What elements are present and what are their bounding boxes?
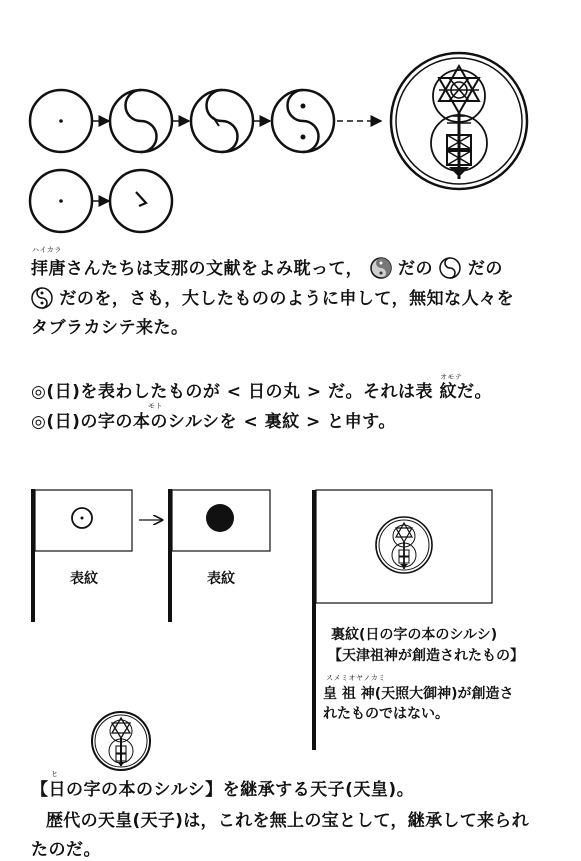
flag-omote-1 — [31, 489, 132, 622]
para3-line3: たのだ。 — [31, 840, 101, 860]
para2-line2: ◎(日)の字の本のシルシを < 裏紋 > と申す。 — [31, 412, 396, 432]
yinyang-filled-icon — [370, 257, 392, 279]
uramon-note-1: 皇 祖 神(天照大御神)が創造さ — [323, 686, 514, 702]
circle-yinyang-4 — [272, 90, 334, 152]
circle-hook-6 — [110, 170, 172, 232]
uramon-caption-2: 【天津祖神が創造されたもの】 — [328, 648, 524, 664]
uramon-note-2: れたものではない。 — [323, 706, 449, 722]
ruby-sumeoya: スメミオヤノカミ — [326, 674, 386, 682]
para1-line1-text-b: だの — [398, 259, 434, 279]
para3-line1: 【日の字の本のシルシ】を継承する天子(天皇)。 — [31, 780, 415, 800]
para1-line1-text-c: だの — [467, 259, 503, 279]
ruby-hi: ヒ — [51, 770, 59, 778]
circle-dot-1 — [30, 90, 92, 152]
para1-line1 — [31, 257, 503, 280]
circle-dot-5 — [30, 170, 92, 232]
para3-line2: 歴代の天皇(天子)は，これを無上の宝として，継承して来られ — [46, 811, 529, 831]
para1-line2-text: だのを，さも，大したもののように申して，無知な人々を — [59, 289, 515, 309]
top-diagram — [0, 0, 581, 250]
para2-line1: ◎(日)を表わしたものが < 日の丸 > だ。それは表 紋だ。 — [31, 382, 492, 402]
para1-line2 — [31, 287, 514, 310]
ruby-moto: モト — [148, 402, 163, 410]
swirl-outline-icon — [439, 257, 461, 279]
uramon-caption-1: 裏紋(日の字の本のシルシ) — [331, 627, 498, 643]
circle-swirl-3 — [191, 90, 253, 152]
flag-label-1: 表紋 — [70, 571, 98, 587]
ruby-omote: オモテ — [440, 373, 463, 381]
emblem-small — [92, 712, 150, 770]
circle-swirl-2 — [110, 90, 172, 152]
flag-omote-2 — [168, 489, 270, 622]
emblem-large — [391, 53, 527, 189]
para1-line3: タブラカシテ来た。 — [31, 318, 189, 338]
para1-line1-text-a: 拝唐さんたちは支那の文献をよみ耽って， — [31, 259, 364, 279]
ruby-haikara: ハイカラ — [32, 246, 62, 254]
flag-label-2: 表紋 — [207, 571, 235, 587]
yinyang-dots-icon — [31, 287, 53, 309]
